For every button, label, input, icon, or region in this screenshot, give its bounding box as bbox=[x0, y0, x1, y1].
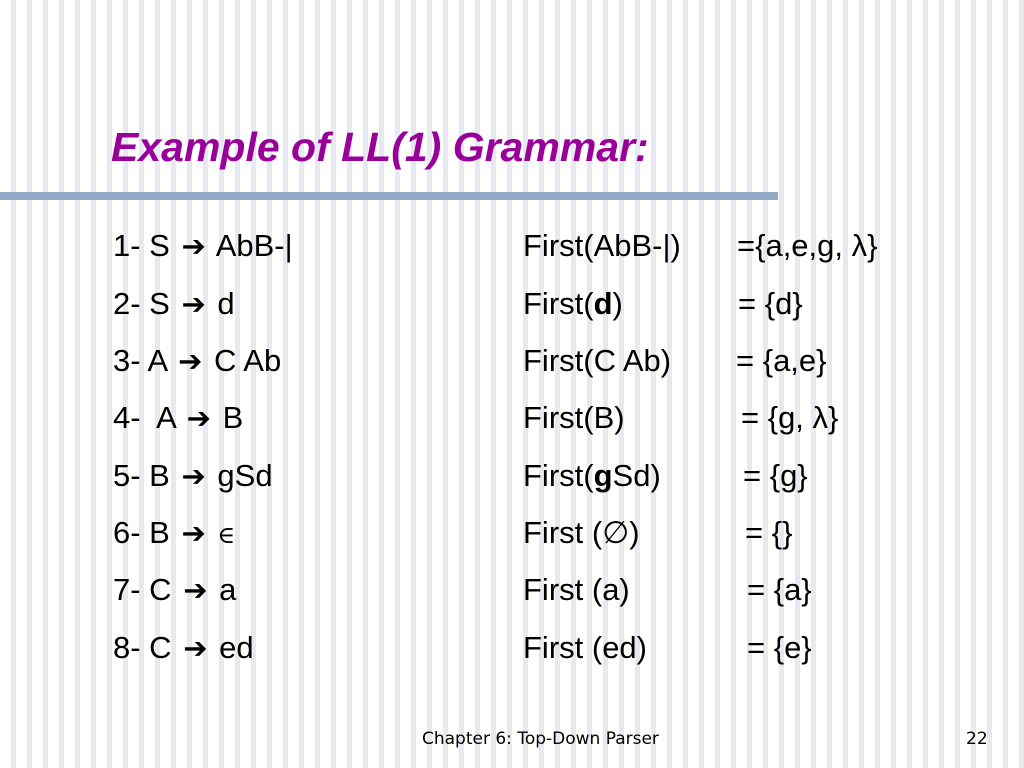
first-expr: First( bbox=[523, 458, 594, 493]
first-expr-bold: d bbox=[593, 286, 613, 321]
rule-lhs: 5- B bbox=[113, 458, 170, 493]
first-set-3 bbox=[523, 343, 671, 401]
rule-rhs: ∈ bbox=[217, 521, 236, 549]
grammar-rule-6 bbox=[113, 515, 235, 573]
rule-rhs: d bbox=[217, 286, 235, 321]
first-set-value-5: = {g} bbox=[743, 458, 808, 493]
first-expr-bold: g bbox=[593, 458, 613, 493]
grammar-rule-3 bbox=[113, 343, 281, 401]
first-set-value-6: = {} bbox=[745, 515, 793, 550]
first-expr: First (ed) bbox=[523, 630, 647, 665]
title-divider bbox=[0, 192, 778, 200]
grammar-rule-1 bbox=[113, 228, 293, 286]
rule-rhs: a bbox=[219, 572, 237, 607]
first-set-7 bbox=[523, 572, 630, 630]
right-arrow-icon: ➔ bbox=[181, 461, 206, 493]
first-set-value-7: = {a} bbox=[747, 572, 812, 607]
rule-lhs: 3- A bbox=[113, 343, 167, 378]
rule-lhs: 8- C bbox=[113, 630, 172, 665]
rule-rhs: C Ab bbox=[214, 343, 282, 378]
first-expr: First(B) bbox=[523, 400, 625, 435]
rule-rhs: B bbox=[222, 400, 244, 435]
right-arrow-icon: ➔ bbox=[181, 289, 206, 321]
first-expr-end: ) bbox=[612, 286, 623, 321]
first-set-value-3: = {a,e} bbox=[736, 343, 827, 378]
first-expr: First (a) bbox=[523, 572, 630, 607]
first-set-5 bbox=[523, 458, 661, 516]
first-expr: First(C Ab) bbox=[523, 343, 672, 378]
first-set-8 bbox=[523, 630, 647, 688]
first-set-4 bbox=[523, 400, 625, 458]
rule-lhs: 6- B bbox=[113, 515, 170, 550]
right-arrow-icon: ➔ bbox=[183, 633, 208, 665]
grammar-rule-8 bbox=[113, 630, 254, 688]
first-expr: First( bbox=[523, 286, 594, 321]
first-set-6 bbox=[523, 515, 640, 573]
first-expr-end: Sd) bbox=[612, 458, 661, 493]
rule-rhs: gSd bbox=[217, 458, 273, 493]
grammar-rule-5 bbox=[113, 458, 273, 516]
first-set-value-1: ={a,e,g, λ} bbox=[737, 228, 878, 263]
right-arrow-icon: ➔ bbox=[181, 231, 206, 263]
grammar-rule-7 bbox=[113, 572, 236, 630]
first-expr: First (∅) bbox=[523, 515, 640, 550]
first-set-1 bbox=[523, 228, 681, 286]
rule-lhs: 2- S bbox=[113, 286, 170, 321]
grammar-rule-4 bbox=[113, 400, 243, 458]
right-arrow-icon: ➔ bbox=[186, 403, 211, 435]
first-set-value-2: = {d} bbox=[738, 286, 803, 321]
footer-chapter: Chapter 6: Top-Down Parser bbox=[422, 729, 659, 749]
right-arrow-icon: ➔ bbox=[178, 346, 203, 378]
rule-rhs: ed bbox=[219, 630, 254, 665]
rule-lhs: 4- A bbox=[113, 400, 176, 435]
grammar-rule-2 bbox=[113, 286, 235, 344]
right-arrow-icon: ➔ bbox=[183, 575, 208, 607]
page-number: 22 bbox=[966, 729, 988, 749]
first-set-value-8: = {e} bbox=[747, 630, 812, 665]
slide-title: Example of LL(1) Grammar: bbox=[111, 124, 649, 170]
rule-lhs: 1- S bbox=[113, 228, 170, 263]
rule-rhs: AbB-| bbox=[215, 228, 293, 263]
right-arrow-icon: ➔ bbox=[181, 518, 206, 550]
first-set-2 bbox=[523, 286, 623, 344]
first-expr: First(AbB-|) bbox=[523, 228, 681, 263]
first-set-value-4: = {g, λ} bbox=[741, 400, 839, 435]
rule-lhs: 7- C bbox=[113, 572, 172, 607]
